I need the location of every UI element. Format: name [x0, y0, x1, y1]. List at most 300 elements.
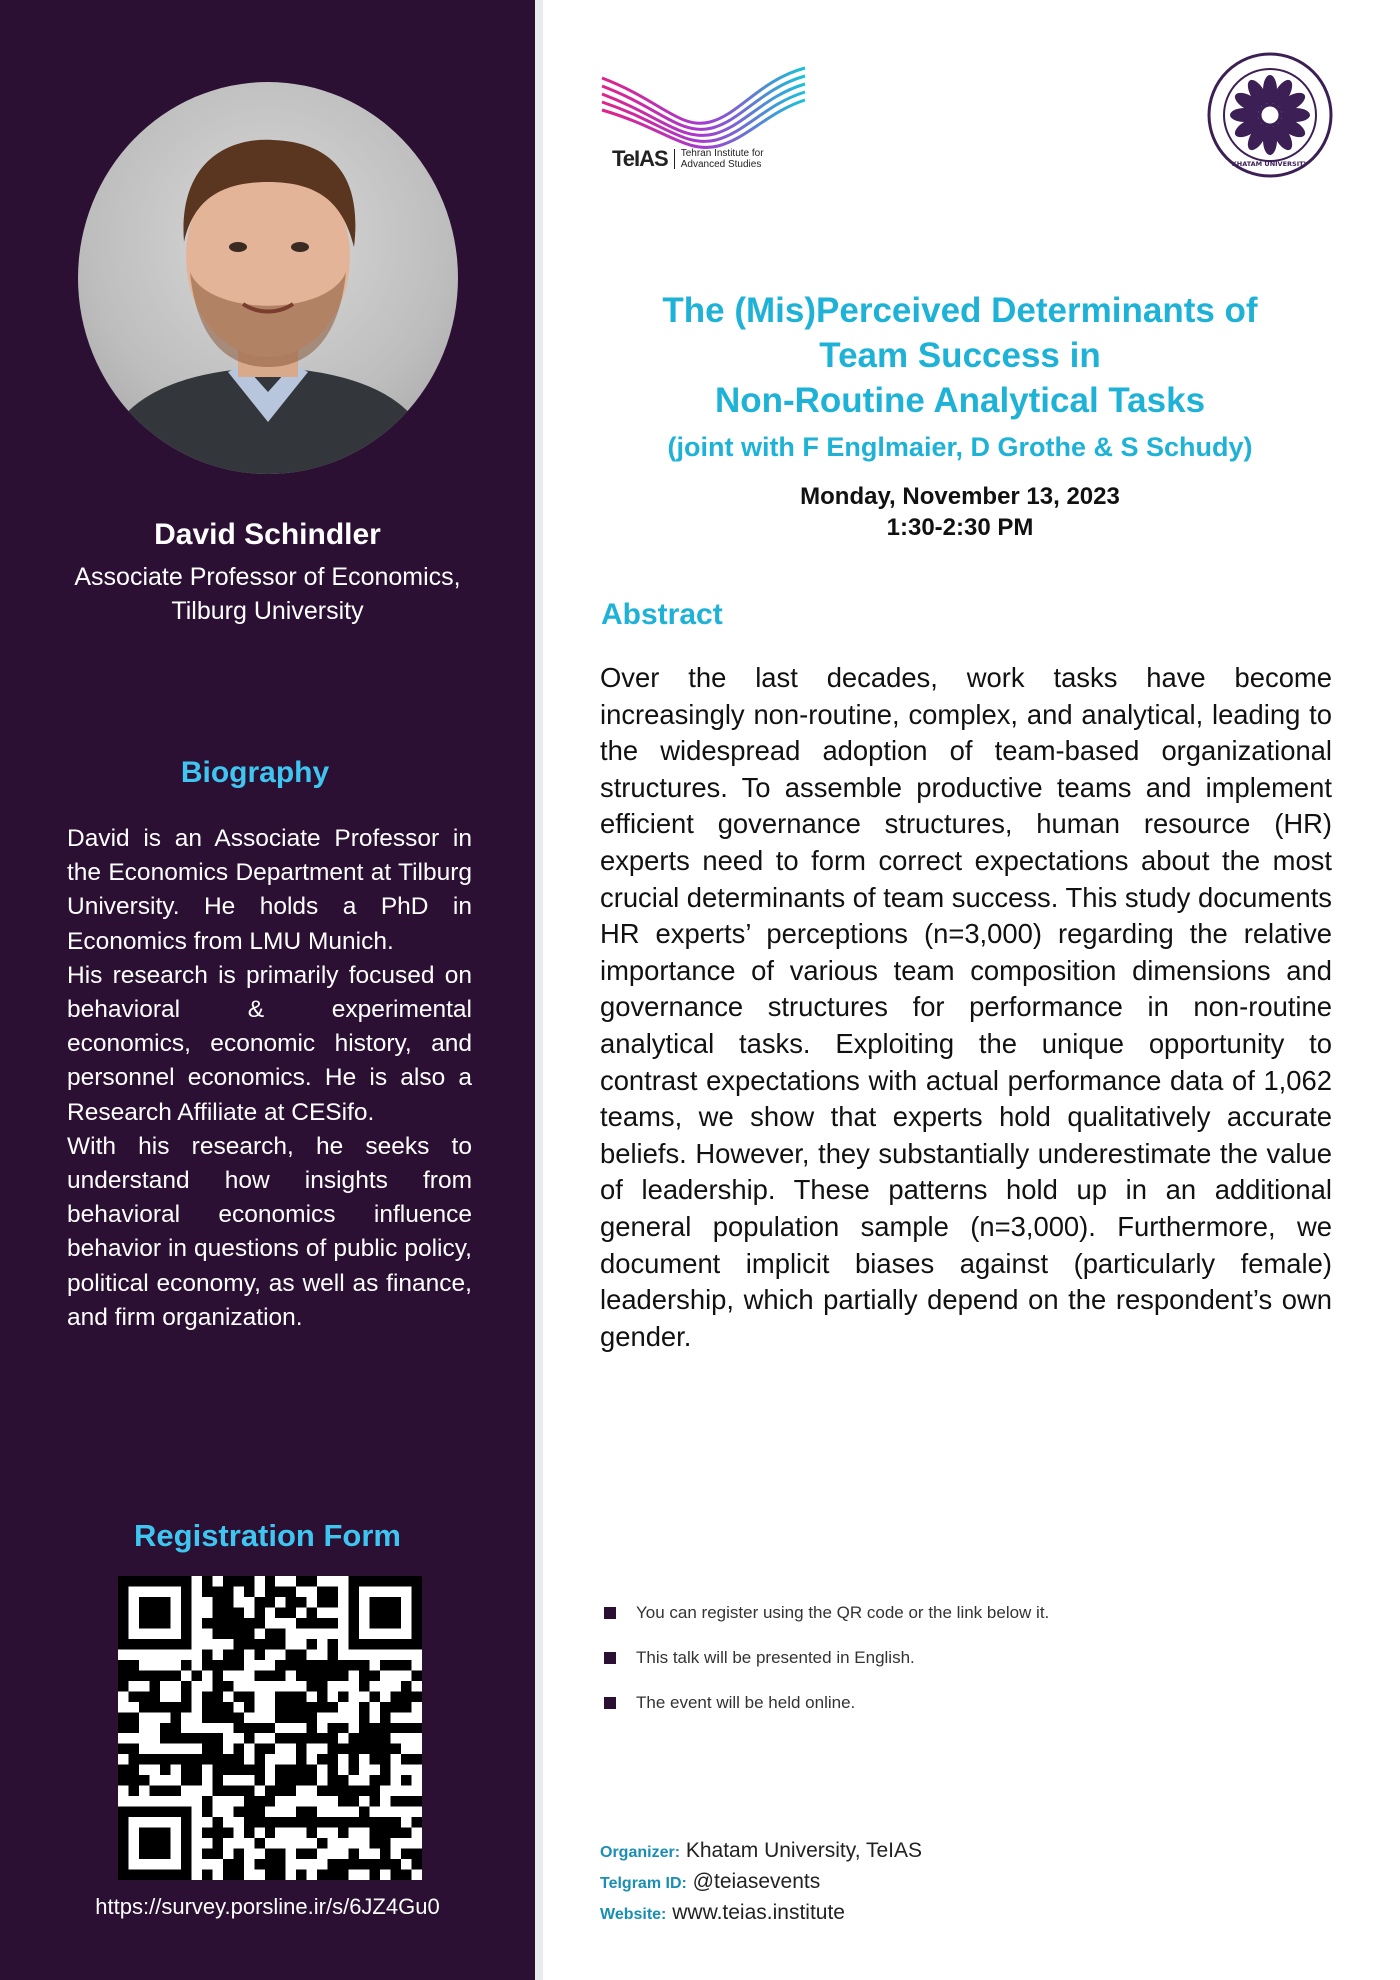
- qr-module: [307, 1828, 317, 1838]
- qr-module: [359, 1723, 369, 1733]
- qr-module: [286, 1765, 296, 1775]
- speaker-panel: [0, 0, 535, 1980]
- qr-module: [286, 1691, 296, 1701]
- qr-module: [370, 1744, 380, 1754]
- qr-module: [412, 1796, 422, 1806]
- qr-module: [181, 1775, 191, 1785]
- qr-module: [296, 1691, 306, 1701]
- biography-paragraph: With his research, he seeks to understand how insights from behavioral economics influence behavior in questions of public policy, political economy, as well as finance, and firm organization.: [67, 1132, 472, 1331]
- qr-module: [223, 1618, 233, 1628]
- qr-module: [359, 1670, 369, 1680]
- qr-module: [296, 1775, 306, 1785]
- qr-module: [254, 1807, 264, 1817]
- qr-module: [202, 1618, 212, 1628]
- telegram-label: Telgram ID:: [600, 1875, 687, 1892]
- qr-module: [391, 1859, 401, 1869]
- qr-module: [328, 1744, 338, 1754]
- qr-module: [370, 1733, 380, 1743]
- qr-module: [244, 1817, 254, 1827]
- qr-module: [328, 1649, 338, 1659]
- qr-module: [160, 1723, 170, 1733]
- qr-module: [317, 1691, 327, 1701]
- qr-finder-pattern: [370, 1597, 401, 1628]
- qr-module: [412, 1691, 422, 1701]
- qr-module: [286, 1786, 296, 1796]
- qr-module: [412, 1817, 422, 1827]
- qr-module: [349, 1817, 359, 1827]
- qr-module: [370, 1870, 380, 1880]
- qr-module: [223, 1628, 233, 1638]
- qr-module: [254, 1744, 264, 1754]
- qr-module: [202, 1712, 212, 1722]
- qr-module: [328, 1859, 338, 1869]
- qr-module: [244, 1691, 254, 1701]
- qr-module: [181, 1691, 191, 1701]
- qr-module: [202, 1660, 212, 1670]
- qr-module: [149, 1786, 159, 1796]
- biography-text: [67, 822, 472, 1335]
- panel-divider: [535, 0, 543, 1980]
- qr-module: [307, 1618, 317, 1628]
- qr-module: [181, 1702, 191, 1712]
- qr-module: [265, 1639, 275, 1649]
- qr-module: [380, 1849, 390, 1859]
- qr-module: [359, 1733, 369, 1743]
- qr-module: [286, 1733, 296, 1743]
- qr-module: [118, 1712, 128, 1722]
- qr-module: [139, 1691, 149, 1701]
- registration-link[interactable]: https://survey.porsline.ir/s/6JZ4Gu0: [95, 1894, 440, 1919]
- organizer-info: [600, 1836, 922, 1929]
- teias-separator: [674, 149, 675, 169]
- speaker-affiliation: [0, 560, 535, 628]
- qr-module: [233, 1786, 243, 1796]
- qr-module: [244, 1723, 254, 1733]
- qr-code-icon: [118, 1576, 422, 1880]
- qr-module: [149, 1691, 159, 1701]
- qr-module: [212, 1744, 222, 1754]
- qr-module: [296, 1870, 306, 1880]
- qr-module: [265, 1628, 275, 1638]
- telegram-value[interactable]: @teiasevents: [692, 1870, 821, 1893]
- qr-module: [212, 1712, 222, 1722]
- abstract-text: Over the last decades, work tasks have become increasingly non-routine, complex, and analytical, leading to the widespread adoption of team-based organizational structures. To assemble productive teams and implement efficient governance structures, human resource (HR) experts need to form correct expectations about the most crucial determinants of team success. This study documents HR experts’ perceptions (n=3,000) regarding the relative importance of various team composition dimensions and governance structures for performance in non-routine analytical tasks. Exploiting the unique opportunity to contrast expectations with actual performance data of 1,062 teams, we show that experts hold qualitatively accurate beliefs. However, they substantially underestimate the value of leadership. These patterns hold up in an additional general population sample (n=3,000). Furthermore, we document implicit biases against (particularly female) leadership, which partially depend on the respondent’s own gender.: [600, 662, 1332, 1352]
- qr-module: [286, 1660, 296, 1670]
- qr-module: [275, 1702, 285, 1712]
- qr-module: [181, 1754, 191, 1764]
- qr-module: [338, 1775, 348, 1785]
- qr-module: [380, 1660, 390, 1670]
- qr-module: [233, 1744, 243, 1754]
- qr-module: [412, 1859, 422, 1869]
- qr-module: [212, 1628, 222, 1638]
- qr-module: [265, 1744, 275, 1754]
- talk-title-line: The (Mis)Perceived Determinants of: [662, 291, 1258, 330]
- qr-module: [391, 1817, 401, 1827]
- square-bullet-icon: [604, 1652, 616, 1664]
- qr-module: [307, 1723, 317, 1733]
- qr-module: [160, 1786, 170, 1796]
- qr-module: [286, 1649, 296, 1659]
- website-label: Website:: [600, 1906, 667, 1923]
- qr-finder-pattern: [139, 1597, 170, 1628]
- qr-module: [370, 1754, 380, 1764]
- qr-module: [380, 1744, 390, 1754]
- qr-module: [328, 1870, 338, 1880]
- qr-module: [275, 1660, 285, 1670]
- qr-module: [401, 1754, 411, 1764]
- qr-module: [254, 1796, 264, 1806]
- qr-module: [317, 1702, 327, 1712]
- qr-module: [317, 1786, 327, 1796]
- qr-module: [338, 1723, 348, 1733]
- qr-module: [202, 1702, 212, 1712]
- qr-module: [244, 1639, 254, 1649]
- qr-module: [317, 1838, 327, 1848]
- qr-module: [296, 1702, 306, 1712]
- khatam-seal-icon: [1207, 52, 1333, 178]
- talk-title: [560, 288, 1360, 423]
- qr-module: [412, 1754, 422, 1764]
- qr-module: [223, 1607, 233, 1617]
- qr-module: [391, 1723, 401, 1733]
- abstract-heading: Abstract: [601, 598, 723, 631]
- qr-module: [233, 1712, 243, 1722]
- qr-module: [391, 1870, 401, 1880]
- event-notes: [604, 1590, 1364, 1725]
- talk-coauthors: (joint with F Englmaier, D Grothe & S Schudy): [667, 432, 1253, 462]
- teias-name-line: Tehran Institute for: [680, 148, 764, 159]
- qr-module: [275, 1775, 285, 1785]
- qr-module: [349, 1733, 359, 1743]
- qr-module: [328, 1660, 338, 1670]
- qr-module: [286, 1817, 296, 1827]
- qr-module: [359, 1859, 369, 1869]
- qr-module: [128, 1670, 138, 1680]
- qr-module: [160, 1733, 170, 1743]
- qr-module: [181, 1660, 191, 1670]
- qr-module: [118, 1670, 128, 1680]
- qr-module: [212, 1817, 222, 1827]
- qr-module: [286, 1702, 296, 1712]
- qr-module: [317, 1817, 327, 1827]
- qr-module: [233, 1849, 243, 1859]
- qr-module: [254, 1775, 264, 1785]
- qr-module: [212, 1765, 222, 1775]
- qr-module: [349, 1859, 359, 1869]
- qr-module: [254, 1817, 264, 1827]
- qr-module: [149, 1702, 159, 1712]
- qr-module: [244, 1586, 254, 1596]
- teias-wordmark: TeIAS: [612, 146, 668, 171]
- qr-module: [296, 1576, 306, 1586]
- qr-module: [223, 1576, 233, 1586]
- qr-module: [338, 1691, 348, 1701]
- qr-module: [223, 1754, 233, 1764]
- qr-module: [128, 1786, 138, 1796]
- qr-module: [128, 1765, 138, 1775]
- qr-module: [244, 1807, 254, 1817]
- biography-paragraph: David is an Associate Professor in the Economics Department at Tilburg University. He holds a PhD in Economics from LMU Munich.: [67, 825, 472, 955]
- qr-module: [296, 1670, 306, 1680]
- qr-module: [202, 1691, 212, 1701]
- qr-module: [233, 1859, 243, 1869]
- qr-module: [233, 1628, 243, 1638]
- qr-module: [380, 1775, 390, 1785]
- qr-module: [244, 1786, 254, 1796]
- qr-module: [296, 1733, 306, 1743]
- qr-module: [254, 1597, 264, 1607]
- qr-module: [370, 1796, 380, 1806]
- qr-module: [328, 1775, 338, 1785]
- qr-module: [286, 1607, 296, 1617]
- note-text: The event will be held online.: [636, 1692, 856, 1712]
- qr-module: [338, 1660, 348, 1670]
- qr-module: [307, 1817, 317, 1827]
- qr-module: [233, 1691, 243, 1701]
- qr-module: [380, 1765, 390, 1775]
- qr-module: [359, 1712, 369, 1722]
- qr-module: [191, 1754, 201, 1764]
- qr-module: [275, 1859, 285, 1869]
- qr-module: [328, 1702, 338, 1712]
- qr-module: [212, 1607, 222, 1617]
- qr-module: [328, 1817, 338, 1827]
- qr-module: [128, 1754, 138, 1764]
- qr-module: [286, 1775, 296, 1785]
- qr-module: [275, 1765, 285, 1775]
- qr-module: [202, 1796, 212, 1806]
- qr-module: [370, 1691, 380, 1701]
- organizer-row: [600, 1836, 922, 1867]
- qr-module: [181, 1765, 191, 1775]
- qr-module: [380, 1859, 390, 1869]
- qr-module: [128, 1660, 138, 1670]
- qr-module: [296, 1660, 306, 1670]
- qr-module: [202, 1649, 212, 1659]
- qr-module: [307, 1576, 317, 1586]
- qr-module: [349, 1744, 359, 1754]
- qr-module: [233, 1649, 243, 1659]
- qr-module: [296, 1849, 306, 1859]
- qr-module: [307, 1607, 317, 1617]
- qr-module: [370, 1859, 380, 1869]
- website-link[interactable]: www.teias.institute: [672, 1901, 845, 1924]
- qr-module: [128, 1712, 138, 1722]
- qr-module: [296, 1765, 306, 1775]
- qr-module: [212, 1775, 222, 1785]
- note-item: [604, 1680, 1364, 1725]
- qr-module: [202, 1870, 212, 1880]
- khatam-university-logo: [1207, 52, 1333, 178]
- qr-module: [160, 1754, 170, 1764]
- talk-time: 1:30-2:30 PM: [886, 514, 1034, 541]
- qr-module: [296, 1744, 306, 1754]
- qr-module: [149, 1670, 159, 1680]
- square-bullet-icon: [604, 1607, 616, 1619]
- speaker-title-line: Tilburg University: [171, 597, 364, 625]
- qr-module: [202, 1744, 212, 1754]
- qr-module: [317, 1660, 327, 1670]
- qr-module: [359, 1744, 369, 1754]
- qr-module: [296, 1618, 306, 1628]
- qr-module: [170, 1712, 180, 1722]
- qr-module: [128, 1744, 138, 1754]
- registration-heading: Registration Form: [134, 1518, 401, 1553]
- qr-module: [275, 1849, 285, 1859]
- website-row: [600, 1898, 922, 1929]
- qr-module: [275, 1870, 285, 1880]
- qr-module: [296, 1817, 306, 1827]
- note-text: You can register using the QR code or the link below it.: [636, 1602, 1050, 1622]
- qr-module: [391, 1796, 401, 1806]
- qr-module: [202, 1807, 212, 1817]
- qr-module: [286, 1586, 296, 1596]
- qr-module: [233, 1576, 243, 1586]
- qr-module: [233, 1807, 243, 1817]
- qr-module: [349, 1754, 359, 1764]
- qr-module: [275, 1607, 285, 1617]
- qr-module: [265, 1817, 275, 1827]
- qr-module: [223, 1828, 233, 1838]
- organizer-label: Organizer:: [600, 1844, 681, 1861]
- organizer-value: Khatam University, TeIAS: [685, 1839, 923, 1862]
- qr-module: [307, 1670, 317, 1680]
- qr-module: [212, 1733, 222, 1743]
- biography-paragraph: His research is primarily focused on behavioral & experimental economics, economic history, and personnel economics. He is also a Research Affiliate at CESifo.: [67, 961, 472, 1126]
- registration-qr-code[interactable]: [118, 1576, 422, 1880]
- qr-module: [265, 1723, 275, 1733]
- qr-module: [265, 1586, 275, 1596]
- qr-module: [359, 1660, 369, 1670]
- qr-module: [338, 1744, 348, 1754]
- qr-module: [380, 1702, 390, 1712]
- qr-module: [307, 1639, 317, 1649]
- qr-module: [380, 1712, 390, 1722]
- note-item: [604, 1590, 1364, 1635]
- qr-module: [254, 1607, 264, 1617]
- qr-module: [223, 1649, 233, 1659]
- qr-module: [286, 1597, 296, 1607]
- qr-module: [328, 1765, 338, 1775]
- speaker-photo: [78, 82, 458, 474]
- qr-module: [349, 1796, 359, 1806]
- qr-module: [317, 1586, 327, 1596]
- qr-module: [380, 1828, 390, 1838]
- qr-module: [223, 1597, 233, 1607]
- qr-module: [412, 1670, 422, 1680]
- qr-module: [244, 1828, 254, 1838]
- qr-module: [223, 1786, 233, 1796]
- qr-module: [359, 1807, 369, 1817]
- qr-module: [212, 1828, 222, 1838]
- qr-module: [401, 1849, 411, 1859]
- qr-module: [296, 1597, 306, 1607]
- qr-module: [359, 1817, 369, 1827]
- teias-logo: [600, 60, 810, 175]
- qr-module: [212, 1691, 222, 1701]
- qr-module: [202, 1828, 212, 1838]
- qr-module: [401, 1775, 411, 1785]
- qr-module: [317, 1670, 327, 1680]
- qr-module: [328, 1733, 338, 1743]
- qr-module: [244, 1702, 254, 1712]
- qr-module: [233, 1754, 243, 1764]
- qr-module: [296, 1807, 306, 1817]
- note-item: [604, 1635, 1364, 1680]
- qr-module: [370, 1817, 380, 1827]
- qr-module: [223, 1660, 233, 1670]
- qr-module: [380, 1754, 390, 1764]
- qr-module: [401, 1660, 411, 1670]
- qr-module: [275, 1586, 285, 1596]
- qr-module: [401, 1796, 411, 1806]
- qr-module: [170, 1786, 180, 1796]
- qr-module: [128, 1691, 138, 1701]
- qr-module: [391, 1744, 401, 1754]
- qr-module: [149, 1754, 159, 1764]
- qr-module: [223, 1712, 233, 1722]
- qr-module: [391, 1828, 401, 1838]
- qr-module: [265, 1796, 275, 1806]
- qr-module: [380, 1733, 390, 1743]
- qr-module: [128, 1775, 138, 1785]
- qr-module: [233, 1723, 243, 1733]
- qr-module: [170, 1670, 180, 1680]
- qr-module: [370, 1838, 380, 1848]
- qr-module: [380, 1723, 390, 1733]
- qr-module: [275, 1628, 285, 1638]
- qr-module: [401, 1702, 411, 1712]
- qr-module: [244, 1628, 254, 1638]
- qr-module: [391, 1660, 401, 1670]
- teias-name-line: Advanced Studies: [680, 159, 762, 170]
- qr-module: [212, 1597, 222, 1607]
- qr-module: [233, 1765, 243, 1775]
- qr-module: [118, 1765, 128, 1775]
- qr-module: [401, 1691, 411, 1701]
- qr-module: [202, 1733, 212, 1743]
- qr-module: [370, 1828, 380, 1838]
- qr-module: [370, 1723, 380, 1733]
- qr-module: [202, 1586, 212, 1596]
- qr-module: [244, 1765, 254, 1775]
- qr-module: [307, 1807, 317, 1817]
- qr-module: [275, 1691, 285, 1701]
- teias-wordmark-row: [612, 146, 764, 172]
- qr-module: [328, 1597, 338, 1607]
- talk-date: Monday, November 13, 2023: [800, 483, 1120, 510]
- qr-module: [265, 1828, 275, 1838]
- qr-module: [244, 1576, 254, 1586]
- qr-module: [265, 1670, 275, 1680]
- qr-module: [328, 1754, 338, 1764]
- qr-module: [212, 1618, 222, 1628]
- qr-module: [118, 1723, 128, 1733]
- qr-module: [307, 1733, 317, 1743]
- qr-module: [296, 1712, 306, 1722]
- qr-module: [233, 1870, 243, 1880]
- qr-module: [328, 1670, 338, 1680]
- qr-module: [380, 1817, 390, 1827]
- speaker-portrait-illustration: [78, 82, 458, 474]
- qr-module: [359, 1681, 369, 1691]
- qr-module: [223, 1681, 233, 1691]
- qr-module: [212, 1702, 222, 1712]
- qr-module: [202, 1576, 212, 1586]
- qr-module: [118, 1681, 128, 1691]
- qr-module: [202, 1754, 212, 1764]
